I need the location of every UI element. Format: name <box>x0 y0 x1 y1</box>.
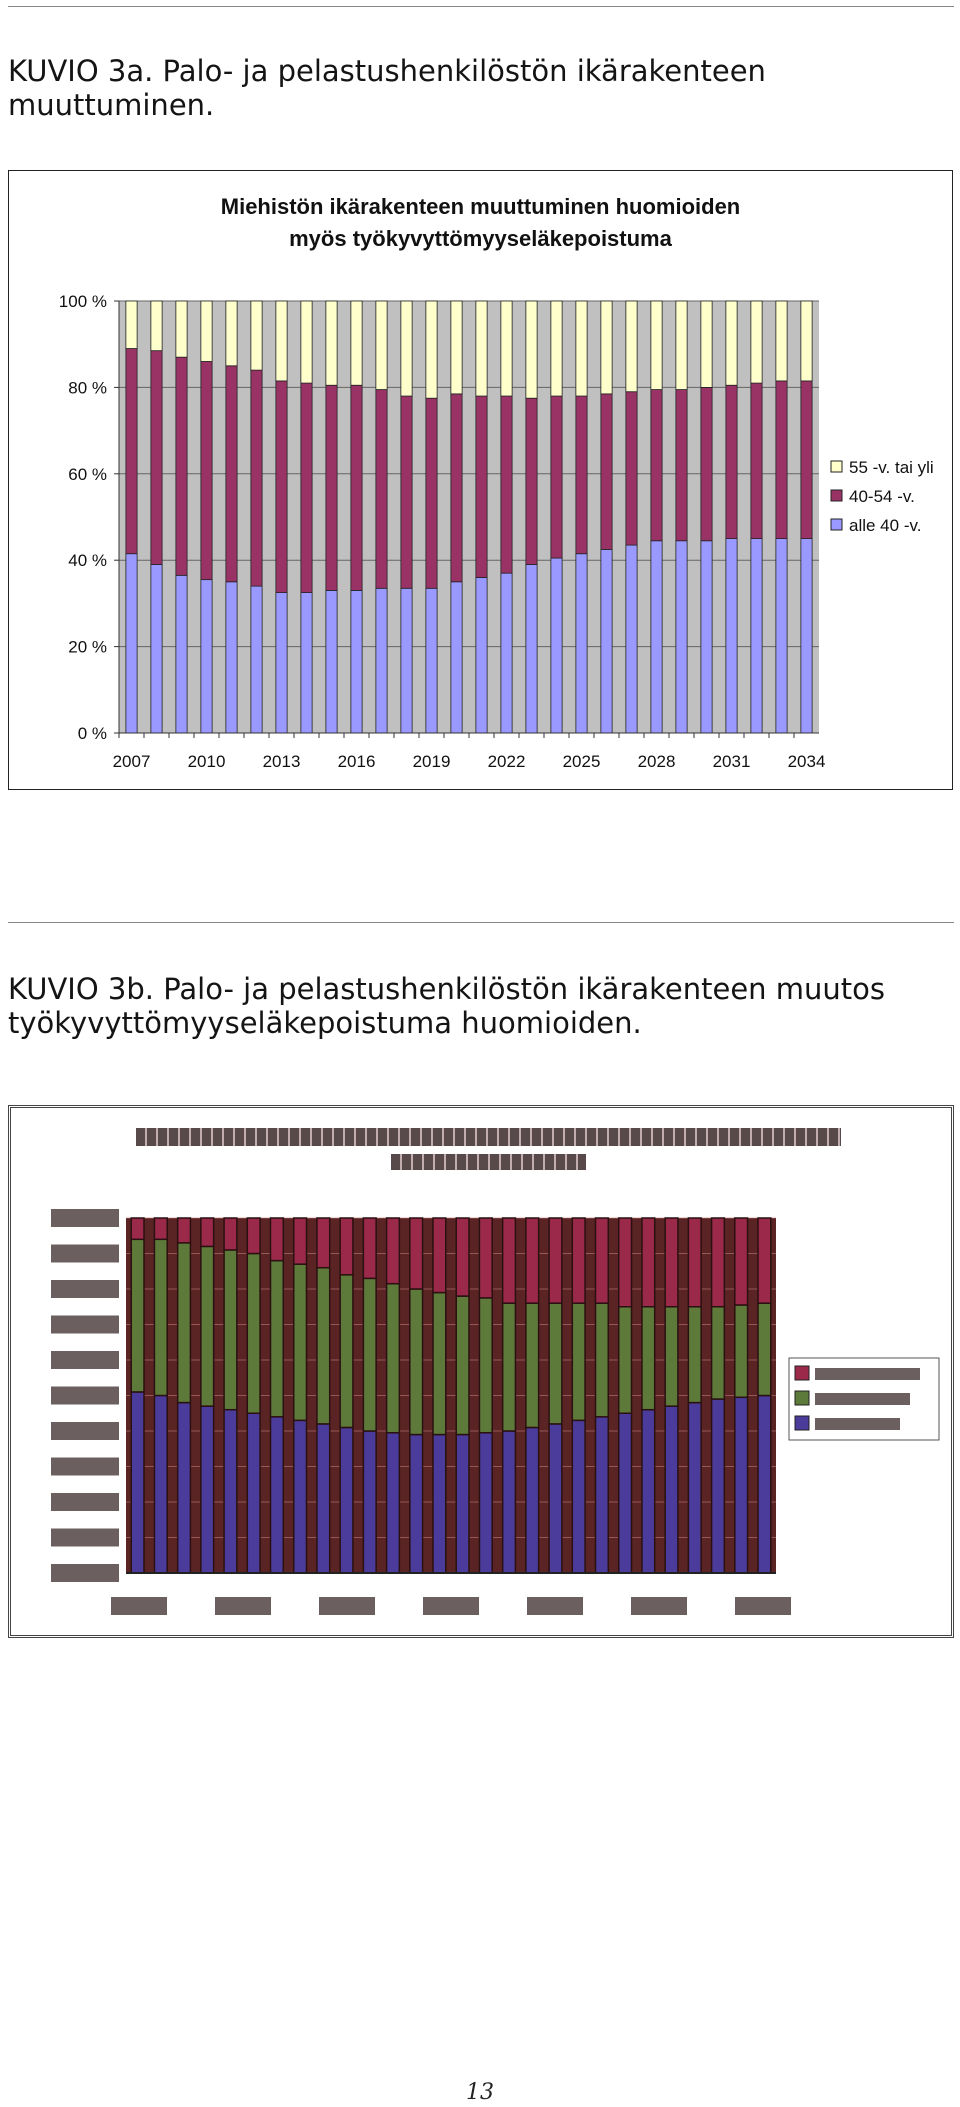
bar-segment <box>451 301 462 394</box>
top-rule <box>8 6 954 7</box>
bar-segment <box>201 361 212 579</box>
bar-segment <box>601 394 612 550</box>
bar-segment <box>151 351 162 565</box>
bar-segment <box>526 1218 539 1303</box>
bar-segment <box>503 1303 516 1431</box>
bar-segment <box>501 396 512 573</box>
bar-segment <box>572 1420 585 1573</box>
bar-segment <box>572 1218 585 1303</box>
bar-segment <box>451 394 462 582</box>
legend-swatch <box>795 1366 809 1380</box>
bar-segment <box>326 590 337 733</box>
bar-segment <box>351 301 362 385</box>
bar-segment <box>642 1307 655 1410</box>
bar-segment <box>758 1396 771 1574</box>
x-tick-label: 2028 <box>637 752 676 771</box>
bar-segment <box>665 1406 678 1573</box>
bar-segment <box>801 301 812 381</box>
bar-segment <box>735 1305 748 1397</box>
bar-segment <box>178 1243 191 1403</box>
bar-segment <box>676 390 687 541</box>
bar-segment <box>387 1218 400 1284</box>
y-tick-label: 60 % <box>68 464 107 484</box>
bar-segment <box>401 301 412 396</box>
bar-segment <box>426 588 437 733</box>
bar-segment <box>701 541 712 733</box>
bar-segment <box>226 582 237 733</box>
bar-segment <box>642 1410 655 1573</box>
bar-segment <box>549 1424 562 1573</box>
bar-segment <box>456 1218 469 1296</box>
bar-segment <box>479 1298 492 1433</box>
bar-segment <box>665 1307 678 1406</box>
bar-segment <box>251 370 262 586</box>
bar-segment <box>549 1303 562 1424</box>
bar-segment <box>751 539 762 733</box>
legend-label: alle 40 -v. <box>849 516 922 535</box>
y-tick-label-blur <box>51 1458 119 1476</box>
figure-a-chart-title: Miehistön ikärakenteen muuttuminen huomioiden myös työkyvyttömyyseläkepoistuma <box>220 194 741 251</box>
y-tick-label-blur <box>51 1387 119 1405</box>
bar-segment <box>651 301 662 390</box>
y-tick-label-blur <box>51 1422 119 1440</box>
legend-swatch <box>831 461 842 472</box>
bar-segment <box>596 1303 609 1417</box>
bar-segment <box>251 586 262 733</box>
bar-segment <box>801 381 812 539</box>
bar-segment <box>619 1413 632 1573</box>
bar-segment <box>317 1218 330 1268</box>
bar-segment <box>433 1435 446 1573</box>
bar-segment <box>401 588 412 733</box>
x-tick-label-blur <box>111 1597 167 1615</box>
y-tick-label: 20 % <box>68 637 107 657</box>
bar-segment <box>526 398 537 564</box>
bar-segment <box>271 1417 284 1573</box>
bar-segment <box>410 1289 423 1435</box>
bar-segment <box>201 1406 214 1573</box>
bar-segment <box>224 1410 237 1573</box>
x-tick-label: 2031 <box>712 752 751 771</box>
bar-segment <box>676 541 687 733</box>
bar-segment <box>317 1268 330 1424</box>
bar-segment <box>526 301 537 398</box>
bar-segment <box>758 1218 771 1303</box>
bar-segment <box>131 1218 144 1239</box>
bar-segment <box>317 1424 330 1573</box>
bar-segment <box>201 1246 214 1406</box>
bar-segment <box>576 301 587 396</box>
bar-segment <box>201 301 212 361</box>
bar-segment <box>476 396 487 577</box>
plot-area <box>119 301 819 733</box>
bar-segment <box>126 554 137 733</box>
bar-segment <box>476 301 487 396</box>
bar-segment <box>176 575 187 733</box>
figure-a-chart <box>8 170 953 790</box>
bar-segment <box>476 577 487 733</box>
bar-segment <box>601 301 612 394</box>
x-tick-label-blur <box>215 1597 271 1615</box>
bar-segment <box>688 1218 701 1307</box>
bar-segment <box>247 1218 260 1254</box>
bar-segment <box>726 301 737 385</box>
bar-segment <box>751 383 762 539</box>
y-tick-label-blur <box>51 1493 119 1511</box>
bar-segment <box>526 1427 539 1573</box>
bar-segment <box>551 301 562 396</box>
bar-segment <box>340 1427 353 1573</box>
bar-segment <box>401 396 412 588</box>
bar-segment <box>626 301 637 392</box>
bar-segment <box>154 1396 167 1574</box>
legend-swatch <box>831 519 842 530</box>
bar-segment <box>201 1218 214 1246</box>
bar-segment <box>176 301 187 357</box>
bar-segment <box>294 1218 307 1264</box>
bar-segment <box>326 301 337 385</box>
x-tick-label-blur <box>527 1597 583 1615</box>
x-tick-label: 2016 <box>337 752 376 771</box>
bar-segment <box>126 301 137 349</box>
bar-segment <box>665 1218 678 1307</box>
bar-segment <box>776 381 787 539</box>
figure-a-caption: KUVIO 3a. Palo- ja pelastushenkilöstön ikärakenteen muuttuminen. <box>8 54 766 122</box>
y-tick-label: 0 % <box>77 724 107 743</box>
bar-segment <box>551 558 562 733</box>
bar-segment <box>726 385 737 538</box>
y-tick-label: 80 % <box>68 378 107 398</box>
bar-segment <box>626 392 637 545</box>
bar-segment <box>301 301 312 383</box>
bar-segment <box>712 1218 725 1307</box>
bar-segment <box>712 1307 725 1399</box>
bar-segment <box>619 1307 632 1414</box>
bar-segment <box>131 1239 144 1392</box>
legend-label: 55 -v. tai yli <box>849 458 934 477</box>
bar-segment <box>501 301 512 396</box>
bar-segment <box>326 385 337 590</box>
x-tick-label: 2034 <box>787 752 826 771</box>
bar-segment <box>776 301 787 381</box>
bar-segment <box>503 1431 516 1573</box>
y-tick-label-blur <box>51 1245 119 1263</box>
x-tick-label: 2010 <box>187 752 226 771</box>
bar-segment <box>271 1261 284 1417</box>
bar-segment <box>340 1218 353 1275</box>
y-tick-label-blur <box>51 1280 119 1298</box>
bar-segment <box>676 301 687 390</box>
bar-segment <box>596 1417 609 1573</box>
legend-swatch <box>831 490 842 501</box>
bar-segment <box>351 385 362 590</box>
y-tick-label-blur <box>51 1529 119 1547</box>
figure-b-caption: KUVIO 3b. Palo- ja pelastushenkilöstön ikärakenteen muutos työkyvyttömyyseläkepoistuma huomioiden. <box>8 972 886 1040</box>
bar-segment <box>301 593 312 733</box>
bar-segment <box>642 1218 655 1307</box>
bar-segment <box>154 1218 167 1239</box>
y-tick-label-blur <box>51 1351 119 1369</box>
bar-segment <box>701 301 712 387</box>
bar-segment <box>226 366 237 582</box>
bar-segment <box>456 1296 469 1434</box>
x-tick-label-blur <box>631 1597 687 1615</box>
bar-segment <box>178 1403 191 1573</box>
bar-segment <box>294 1420 307 1573</box>
y-tick-label: 40 % <box>68 551 107 571</box>
bar-segment <box>596 1218 609 1303</box>
bar-segment <box>276 593 287 733</box>
bar-segment <box>151 565 162 733</box>
bar-segment <box>526 565 537 733</box>
figure-a-chart-svg <box>9 171 952 789</box>
bar-segment <box>726 539 737 733</box>
bar-segment <box>426 398 437 588</box>
bar-segment <box>456 1435 469 1573</box>
bar-segment <box>601 549 612 733</box>
bar-segment <box>224 1218 237 1250</box>
bar-segment <box>801 539 812 733</box>
bar-segment <box>251 301 262 370</box>
x-tick-label: 2019 <box>412 752 451 771</box>
bar-segment <box>479 1218 492 1298</box>
x-tick-label-blur <box>423 1597 479 1615</box>
legend-swatch <box>795 1416 809 1430</box>
bar-segment <box>387 1433 400 1573</box>
bar-segment <box>294 1264 307 1420</box>
legend-label-blur <box>815 1418 900 1430</box>
bar-segment <box>410 1218 423 1289</box>
bar-segment <box>619 1218 632 1307</box>
bar-segment <box>712 1399 725 1573</box>
bar-segment <box>433 1293 446 1435</box>
x-tick-label: 2013 <box>262 752 301 771</box>
bar-segment <box>688 1403 701 1573</box>
bar-segment <box>176 357 187 575</box>
bar-segment <box>376 390 387 589</box>
bar-segment <box>247 1413 260 1573</box>
bar-segment <box>701 387 712 540</box>
bar-segment <box>410 1435 423 1573</box>
bar-segment <box>572 1303 585 1420</box>
bar-segment <box>479 1433 492 1573</box>
bar-segment <box>276 301 287 381</box>
y-tick-label-blur <box>51 1564 119 1582</box>
y-tick-label-blur <box>51 1316 119 1334</box>
x-tick-label-blur <box>319 1597 375 1615</box>
bar-segment <box>363 1431 376 1573</box>
bar-segment <box>340 1275 353 1428</box>
bar-segment <box>526 1303 539 1427</box>
y-tick-label-blur <box>51 1209 119 1227</box>
bar-segment <box>651 541 662 733</box>
bar-segment <box>131 1392 144 1573</box>
legend-label-blur <box>815 1368 920 1380</box>
bar-segment <box>433 1218 446 1293</box>
bar-segment <box>201 580 212 733</box>
x-tick-label: 2022 <box>487 752 526 771</box>
bar-segment <box>551 396 562 558</box>
bar-segment <box>351 590 362 733</box>
bar-segment <box>626 545 637 733</box>
bar-segment <box>651 390 662 541</box>
bar-segment <box>151 301 162 351</box>
bar-segment <box>226 301 237 366</box>
bar-segment <box>735 1397 748 1573</box>
figure-b-chart <box>8 1105 954 1638</box>
bar-segment <box>247 1254 260 1414</box>
bar-segment <box>735 1218 748 1305</box>
bar-segment <box>751 301 762 383</box>
legend-swatch <box>795 1391 809 1405</box>
bar-segment <box>363 1278 376 1431</box>
x-tick-label-blur <box>735 1597 791 1615</box>
bar-segment <box>451 582 462 733</box>
bar-segment <box>376 588 387 733</box>
bar-segment <box>503 1218 516 1303</box>
bar-segment <box>301 383 312 593</box>
bar-segment <box>271 1218 284 1261</box>
bar-segment <box>376 301 387 390</box>
x-tick-label: 2007 <box>112 752 151 771</box>
middle-rule <box>8 922 954 923</box>
bar-segment <box>363 1218 376 1278</box>
figure-b-chart-svg <box>11 1108 951 1635</box>
bar-segment <box>426 301 437 398</box>
bar-segment <box>549 1218 562 1303</box>
bar-segment <box>154 1239 167 1395</box>
bar-segment <box>178 1218 191 1243</box>
legend-label-blur <box>815 1393 910 1405</box>
bar-segment <box>776 539 787 733</box>
bar-segment <box>224 1250 237 1410</box>
bar-segment <box>501 573 512 733</box>
bar-segment <box>276 381 287 593</box>
bar-segment <box>758 1303 771 1395</box>
legend-label: 40-54 -v. <box>849 487 915 506</box>
bar-segment <box>576 396 587 554</box>
bar-segment <box>387 1284 400 1433</box>
page-number: 13 <box>466 2080 494 2105</box>
bar-segment <box>576 554 587 733</box>
y-tick-label: 100 % <box>58 292 107 311</box>
bar-segment <box>126 349 137 554</box>
bar-segment <box>688 1307 701 1403</box>
x-tick-label: 2025 <box>562 752 601 771</box>
